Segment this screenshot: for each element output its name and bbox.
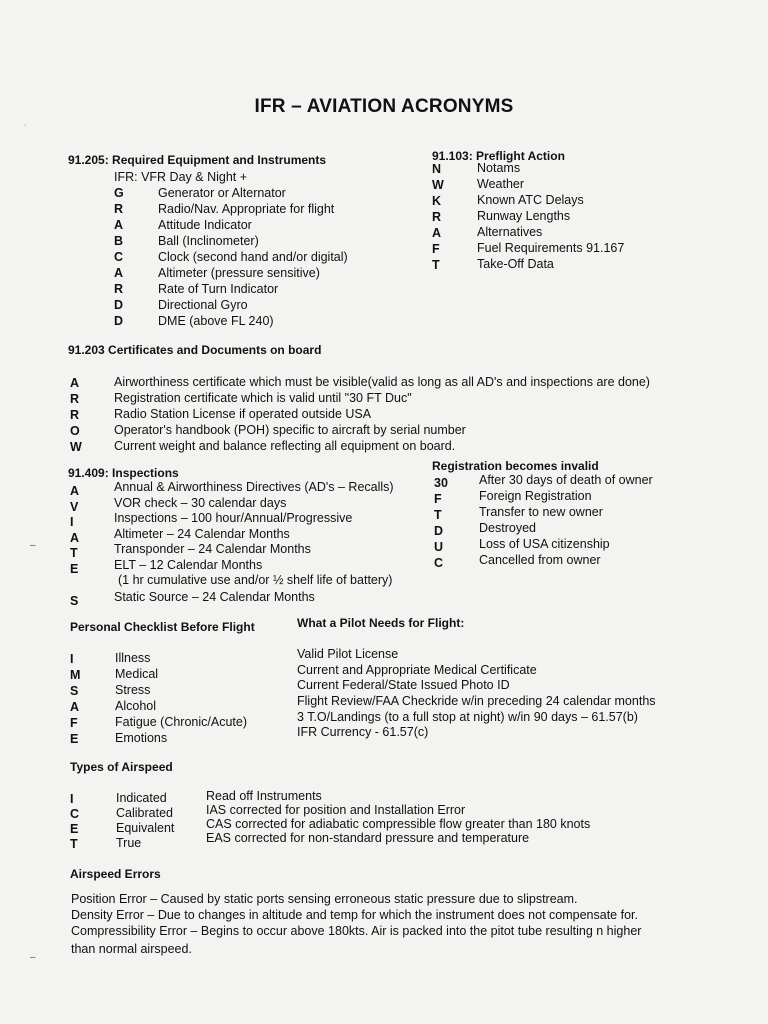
- acronym-letter: I: [70, 515, 74, 529]
- acronym-text: Foreign Registration: [479, 489, 592, 503]
- acronym-letter: R: [114, 202, 124, 216]
- acronym-text: Cancelled from owner: [479, 553, 601, 567]
- acronym-letter: A: [70, 376, 80, 390]
- acronym-letter: V: [70, 500, 79, 514]
- acronym-letter: M: [70, 668, 81, 682]
- acronym-text: DME (above FL 240): [158, 314, 274, 328]
- pilot-need-item: Current Federal/State Issued Photo ID: [297, 678, 510, 692]
- acronym-text: Directional Gyro: [158, 298, 248, 312]
- acronym-letter: A: [70, 484, 80, 498]
- airspeed-definition: IAS corrected for position and Installation Error: [206, 803, 466, 817]
- pilot-need-item: Valid Pilot License: [297, 647, 399, 661]
- section-heading-91-205: 91.205: Required Equipment and Instruments: [68, 153, 327, 167]
- acronym-text: After 30 days of death of owner: [479, 473, 653, 487]
- acronym-letter: K: [432, 194, 442, 208]
- acronym-text: Altimeter (pressure sensitive): [158, 266, 320, 280]
- acronym-letter: E: [70, 732, 79, 746]
- acronym-text: Weather: [477, 177, 525, 191]
- acronym-letter: R: [114, 282, 124, 296]
- acronym-letter: W: [70, 440, 82, 454]
- acronym-text: Rate of Turn Indicator: [158, 282, 279, 296]
- acronym-letter: S: [70, 594, 79, 608]
- page-title: IFR – AVIATION ACRONYMS: [254, 96, 514, 117]
- acronym-text: Attitude Indicator: [158, 218, 252, 232]
- airspeed-definition: EAS corrected for non-standard pressure and temperature: [206, 831, 530, 845]
- airspeed-name: Indicated: [116, 791, 167, 805]
- acronym-text: Runway Lengths: [477, 209, 571, 223]
- acronym-letter: U: [434, 540, 444, 554]
- acronym-text: Take-Off Data: [477, 257, 554, 271]
- acronym-letter: A: [70, 531, 80, 545]
- pilot-need-item: Flight Review/FAA Checkride w/in preceding 24 calendar months: [297, 694, 656, 708]
- airspeed-name: Equivalent: [116, 821, 175, 835]
- pilot-need-item: Current and Appropriate Medical Certificate: [297, 663, 537, 677]
- acronym-text: Ball (Inclinometer): [158, 234, 259, 248]
- acronym-letter: D: [434, 524, 444, 538]
- acronym-letter: R: [70, 392, 80, 406]
- acronym-letter: O: [70, 424, 80, 438]
- acronym-letter: D: [114, 314, 124, 328]
- section-heading-91-203: 91.203 Certificates and Documents on board: [68, 343, 322, 357]
- acronym-letter: E: [70, 562, 79, 576]
- acronym-text: Registration certificate which is valid until "30 FT Duc": [114, 391, 412, 405]
- acronym-letter: T: [70, 546, 78, 560]
- acronym-text: Annual & Airworthiness Directives (AD's – Recalls): [114, 480, 394, 494]
- error-line: Compressibility Error – Begins to occur above 180kts. Air is packed into the pitot tube resulting n higher: [71, 924, 642, 938]
- acronym-text: ELT – 12 Calendar Months: [114, 558, 263, 572]
- acronym-letter: E: [70, 822, 79, 836]
- acronym-text: Medical: [115, 667, 159, 681]
- acronym-letter: A: [432, 226, 442, 240]
- acronym-text: Alcohol: [115, 699, 156, 713]
- acronym-letter: G: [114, 186, 124, 200]
- acronym-text: Transponder – 24 Calendar Months: [114, 542, 311, 556]
- error-line: Position Error – Caused by static ports sensing erroneous static pressure due to slipstream.: [71, 892, 578, 906]
- section-heading-airspeed-types: Types of Airspeed: [70, 760, 173, 774]
- error-line: Density Error – Due to changes in altitude and temp for which the instrument does not compensate for.: [71, 908, 638, 922]
- acronym-letter: I: [70, 792, 74, 806]
- section-heading-airspeed-errors: Airspeed Errors: [70, 867, 161, 881]
- acronym-text: VOR check – 30 calendar days: [114, 496, 287, 510]
- acronym-letter: W: [432, 178, 444, 192]
- acronym-text: Stress: [115, 683, 151, 697]
- acronym-text: Known ATC Delays: [477, 193, 584, 207]
- acronym-letter: R: [70, 408, 80, 422]
- section-heading-91-103: 91.103: Preflight Action: [432, 149, 565, 163]
- acronym-text: Inspections – 100 hour/Annual/Progressive: [114, 511, 353, 525]
- pilot-need-item: IFR Currency - 61.57(c): [297, 725, 429, 739]
- acronym-text: Altimeter – 24 Calendar Months: [114, 527, 290, 541]
- acronym-text: Emotions: [115, 731, 168, 745]
- section-heading-91-409: 91.409: Inspections: [68, 466, 179, 480]
- acronym-text: Generator or Alternator: [158, 186, 286, 200]
- acronym-text: Radio/Nav. Appropriate for flight: [158, 202, 335, 216]
- acronym-text: Transfer to new owner: [479, 505, 603, 519]
- acronym-letter: S: [70, 684, 79, 698]
- acronym-letter: T: [70, 837, 78, 851]
- acronym-letter: T: [434, 508, 442, 522]
- acronym-letter: T: [432, 258, 440, 272]
- acronym-letter: C: [70, 807, 80, 821]
- acronym-text: Clock (second hand and/or digital): [158, 250, 348, 264]
- section-heading-pilot-needs: What a Pilot Needs for Flight:: [297, 616, 465, 630]
- acronym-letter: 30: [434, 476, 448, 490]
- error-line: than normal airspeed.: [71, 942, 192, 956]
- acronym-letter: F: [434, 492, 442, 506]
- acronym-letter: N: [432, 162, 442, 176]
- acronym-letter: D: [114, 298, 124, 312]
- acronym-text: Notams: [477, 161, 521, 175]
- acronym-letter: A: [114, 266, 124, 280]
- acronym-letter: I: [70, 652, 74, 666]
- acronym-text: Operator's handbook (POH) specific to aircraft by serial number: [114, 423, 466, 437]
- acronym-letter: A: [114, 218, 124, 232]
- acronym-text: Airworthiness certificate which must be visible(valid as long as all AD's and inspections are done): [114, 375, 650, 389]
- scan-mark: –: [30, 952, 36, 963]
- acronym-text: Radio Station License if operated outside USA: [114, 407, 372, 421]
- pilot-need-item: 3 T.O/Landings (to a full stop at night) w/in 90 days – 61.57(b): [297, 710, 638, 724]
- acronym-text: Destroyed: [479, 521, 536, 535]
- acronym-text: Loss of USA citizenship: [479, 537, 610, 551]
- scan-mark: ˙: [24, 124, 28, 135]
- section-heading-registration: Registration becomes invalid: [432, 459, 599, 473]
- acronym-letter: B: [114, 234, 124, 248]
- acronym-letter: A: [70, 700, 80, 714]
- acronym-letter: F: [432, 242, 440, 256]
- acronym-letter: C: [434, 556, 444, 570]
- acronym-letter: C: [114, 250, 124, 264]
- airspeed-definition: Read off Instruments: [206, 789, 322, 803]
- section-subheading: IFR: VFR Day & Night +: [114, 170, 248, 184]
- airspeed-definition: CAS corrected for adiabatic compressible flow greater than 180 knots: [206, 817, 591, 831]
- section-heading-personal-checklist: Personal Checklist Before Flight: [70, 620, 255, 634]
- acronym-text: Fuel Requirements 91.167: [477, 241, 625, 255]
- acronym-text: Fatigue (Chronic/Acute): [115, 715, 248, 729]
- airspeed-name: True: [116, 836, 142, 850]
- acronym-text: Current weight and balance reflecting all equipment on board.: [114, 439, 456, 453]
- acronym-letter: R: [432, 210, 442, 224]
- acronym-text: (1 hr cumulative use and/or ½ shelf life of battery): [118, 573, 393, 587]
- scan-mark: –: [30, 540, 36, 551]
- acronym-letter: F: [70, 716, 78, 730]
- acronym-text: Illness: [115, 651, 151, 665]
- acronym-text: Alternatives: [477, 225, 543, 239]
- airspeed-name: Calibrated: [116, 806, 173, 820]
- acronym-text: Static Source – 24 Calendar Months: [114, 590, 315, 604]
